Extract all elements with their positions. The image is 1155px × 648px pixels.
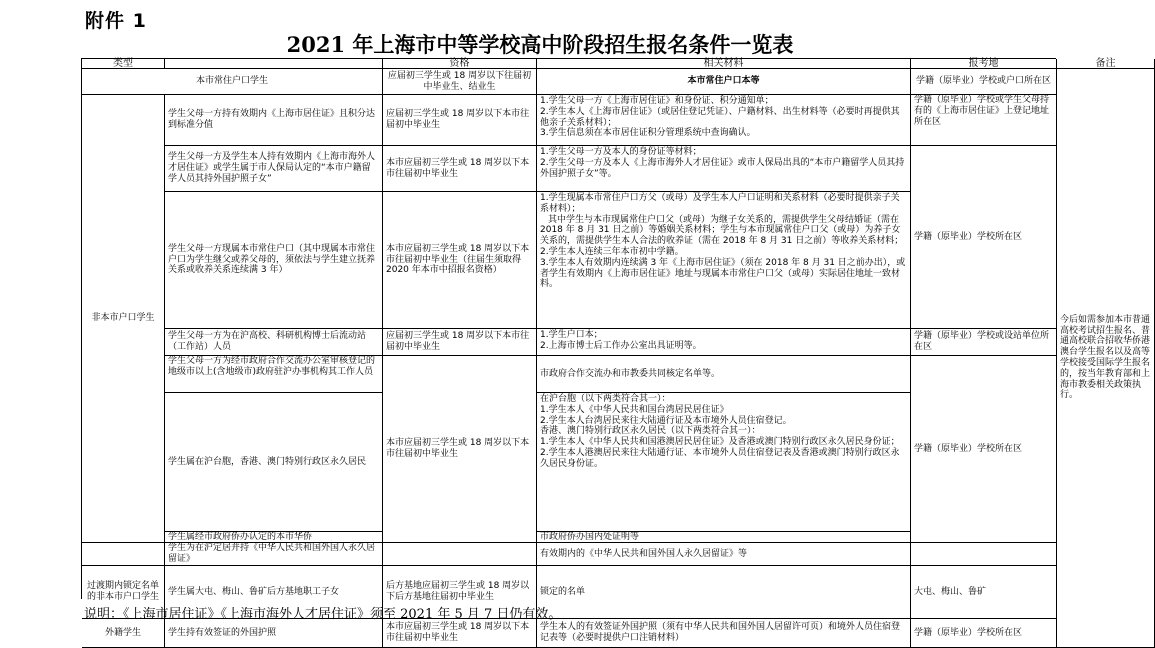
transition-materials: 锁定的名单 [537, 566, 911, 619]
row-3-qualification: 应届初三学生或 18 周岁以下本市往届初中毕业生 [383, 329, 537, 356]
row-0-location: 学籍（原毕业）学校或学生父母持有的《上海市居住证》上登记地址所在区 [911, 95, 1057, 146]
row-5-materials [537, 393, 911, 532]
header-materials: 相关材料 [537, 59, 911, 69]
row-2-material-line: 2.学生本人连续三年本市初中学籍。 [540, 246, 684, 257]
transition-type: 过渡期内锁定名单的非本市户口学生 [82, 566, 165, 619]
remarks-text: 今后如需参加本市普通高校考试招生报名、普通高校联合招收华侨港澳台学生报名以及高等学校接受国际学生报名的，按当年教育部和上海市教委相关政策执行。 [1057, 69, 1155, 648]
row-1-qualification: 本市应届初三学生或 18 周岁以下本市往届初中毕业生 [383, 146, 537, 192]
non-local-group-label: 非本市户口学生 [82, 95, 165, 543]
foreign-subtype: 学生持有效签证的外国护照 [165, 619, 383, 648]
row-3-location: 学籍（原毕业）学校或设站单位所在区 [911, 329, 1057, 356]
row-4-materials: 市政府合作交流办和市教委共同核定名单等。 [537, 356, 911, 393]
local-location: 学籍（原毕业）学校或户口所在区 [911, 69, 1057, 95]
row-1-materials [537, 146, 911, 192]
attachment-label: 附件 1 [85, 10, 147, 32]
foreign-type: 外籍学生 [82, 619, 165, 648]
row-2-material-line: 其中学生与本市现属常住户口父（或母）为继子女关系的，需提供学生父母结婚证（需在 2018 年 8 月 31 日之前）等婚姻关系材料；学生与本市现属常住户口父（或母）为养子女关系的，需提供学生本人合法的收养证（需在 2018 年 8 月 31 日之前）等收养关系材料； [540, 214, 904, 247]
row-3-material-line: 1.学生户口本； [540, 330, 603, 340]
row-2-material-line: 3.学生本人有效期内连续满 3 年《上海市居住证》（须在 2018 年 8 月 31 日之前办出），或者学生有效期内《上海市居住证》地址与现属本市常住户口父（或母）实际居住地址一致材料。 [540, 257, 906, 290]
transition-qualification: 后方基地应届初三学生或 18 周岁以下后方基地往届初中毕业生 [383, 566, 537, 619]
row-3-materials [537, 329, 911, 356]
row-4-type: 学生父母一方为经市政府合作交流办公室审核登记的地级市以上(含地级市)政府驻沪办事机构其工作人员 [165, 356, 383, 393]
row-7-location-gap [911, 543, 1057, 566]
header-placeholder [165, 59, 383, 69]
row-7-qualification-gap [383, 543, 537, 566]
transition-subtype: 学生属大屯、梅山、鲁矿后方基地职工子女 [165, 566, 383, 619]
row-5-material-line: 1.学生本人《中华人民共和国台湾居民居住证》 [540, 404, 729, 415]
row-7-materials: 有效期内的《中华人民共和国外国人永久居留证》等 [537, 543, 911, 566]
row-5-material-line: 在沪台胞（以下两类符合其一）： [540, 394, 671, 404]
row-5-material-line: 1.学生本人《中华人民共和国港澳居民居住证》及香港或澳门特别行政区永久居民身份证； [540, 437, 900, 448]
local-materials: 本市常住户口本等 [537, 69, 911, 95]
page-title: 2021 年上海市中等学校高中阶段招生报名条件一览表 [286, 32, 794, 57]
footnote: 说明：《上海市居住证》《上海市海外人才居住证》须至 2021 年 5 月 7 日仍有效。 [84, 607, 562, 622]
row-2-qualification: 本市应届初三学生或 18 周岁以下本市往届初中毕业生（往届生须取得 2020 年本市中招报名资格） [383, 192, 537, 329]
header-location: 报考地 [911, 59, 1057, 69]
row-4-7-qualification: 本市应届初三学生或 18 周岁以下本市往届初中毕业生 [383, 356, 537, 543]
header-remarks: 备注 [1057, 59, 1155, 69]
row-6-type: 学生属经市政府侨办认定的本市华侨 [165, 532, 383, 543]
row-5-material-line: 2.学生本人港澳居民来往大陆通行证、本市境外人员住宿登记表及香港或澳门特别行政区永久居民身份证。 [540, 447, 900, 469]
header-type: 类型 [82, 59, 165, 69]
local-qualification: 应届初三学生或 18 周岁以下往届初中毕业生、结业生 [383, 69, 537, 95]
row-6-materials: 市政府侨办国内处证明等 [537, 532, 911, 543]
row-0-material-line: 1.学生父母一方《上海市居住证》和身份证、积分通知单； [540, 96, 774, 106]
row-2-materials [537, 192, 911, 329]
row-1-material-line: 2.学生父母一方及本人《上海市海外人才居住证》或市人保局出具的“本市户籍留学人员其持外国护照子女”等。 [540, 157, 905, 179]
row-3-material-line: 2.上海市博士后工作办公室出具证明等。 [540, 340, 702, 351]
foreign-materials: 学生本人的有效签证外国护照（须有中华人民共和国外国人居留许可页）和境外人员住宿登记表等（必要时提供户口注销材料） [537, 619, 911, 648]
row-5-type: 学生属在沪台胞，香港、澳门特别行政区永久居民 [165, 393, 383, 532]
row-1-material-line: 1.学生父母一方及本人的身份证等材料； [540, 147, 702, 157]
row-1-type: 学生父母一方及学生本人持有效期内《上海市海外人才居住证》或学生属于市人保局认定的“本市户籍留学人员其持外国护照子女” [165, 146, 383, 192]
row-0-type: 学生父母一方持有效期内《上海市居住证》且积分达到标准分值 [165, 95, 383, 146]
row-7-type: 学生为在沪定居并持《中华人民共和国外国人永久居留证》 [165, 543, 383, 566]
row-3-type: 学生父母一方为在沪高校、科研机构博士后流动站（工作站）人员 [165, 329, 383, 356]
foreign-location: 学籍（原毕业）学校所在区 [911, 619, 1057, 648]
row-2-material-line: 1.学生现属本市常住户口方父（或母）及学生本人户口证明和关系材料（必要时提供亲子关系材料）； [540, 193, 900, 214]
row-0-material-line: 3.学生信息须在本市居住证积分管理系统中查询确认。 [540, 128, 756, 139]
row-0-qualification: 应届初三学生或 18 周岁以下本市往届初中毕业生 [383, 95, 537, 146]
local-type: 本市常住户口学生 [82, 69, 383, 95]
header-qualification: 资格 [383, 59, 537, 69]
row-0-material-line: 2.学生本人《上海市居住证》（或居住登记凭证）、户籍材料、出生材料等（必要时再提供其他亲子关系材料）； [540, 106, 900, 128]
row-4-7-location: 学籍（原毕业）学校所在区 [911, 356, 1057, 543]
row-1-2-location: 学籍（原毕业）学校所在区 [911, 146, 1057, 329]
row-7-group-gap [82, 543, 165, 566]
row-5-material-line: 2.学生本人台湾居民来往大陆通行证及本市境外人员住宿登记。 [540, 415, 792, 426]
row-2-type: 学生父母一方现属本市常住户口（其中现属本市常住户口为学生继父或养父母的，须依法与学生建立抚养关系或收养关系连续满 3 年） [165, 192, 383, 329]
transition-location: 大屯、梅山、鲁矿 [911, 566, 1057, 619]
row-0-materials [537, 95, 911, 146]
foreign-qualification: 本市应届初三学生或 18 周岁以下本市往届初中毕业生 [383, 619, 537, 648]
row-5-material-line: 香港、澳门特别行政区永久居民（以下两类符合其一）： [540, 426, 761, 437]
